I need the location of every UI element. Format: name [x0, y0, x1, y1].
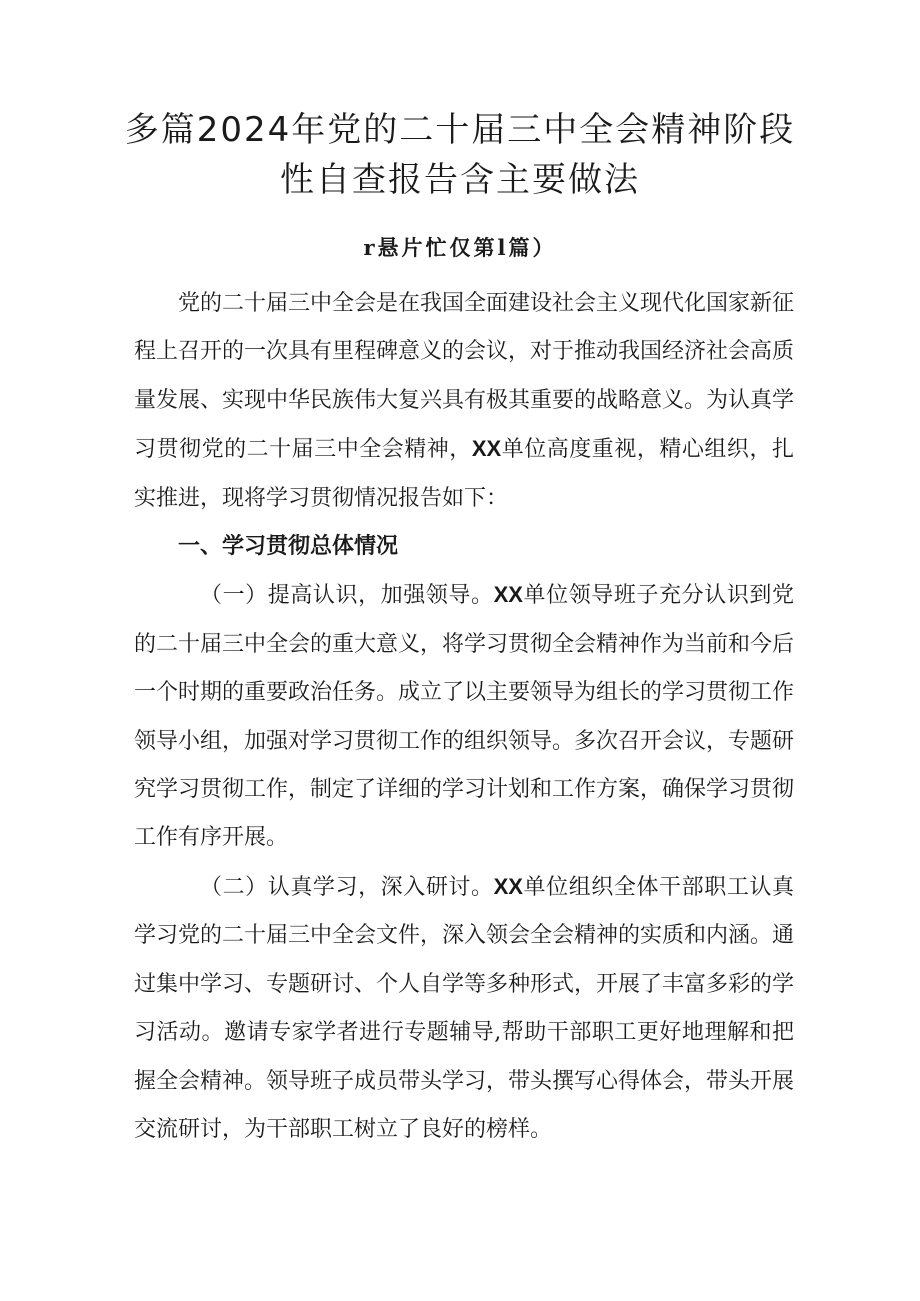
item2-text: 单位组织全体干部职工认真学习党的二十届三中全会文件，深入领会全会精神的实质和内涵。通过集中学习、专题研讨、个人自学等多种形式，开展了丰富多彩的学习活动。邀请专家学者进行专题辅导,帮助干部职工更好地理解和把握全会精神。领导班子成员带头学习，带头撰写心得体会，带头开展交流研讨，为干部职工树立了良好的榜样。 [134, 874, 795, 1142]
document-title-line2: 性自查报告含主要做法 [280, 160, 640, 200]
intro-paragraph [134, 280, 794, 523]
unit-placeholder: XX [493, 873, 523, 899]
item1-lead: （一）提高认识，加强领导。 [200, 583, 494, 609]
item1-text: 单位领导班子充分认识到党的二十届三中全会的重大意义，将学习贯彻全会精神作为当前和今后一个时期的重要政治任务。成立了以主要领导为组长的学习贯彻工作领导小组，加强对学习贯彻工作的组织领导。多次召开会议，专题研究学习贯彻工作，制定了详细的学习计划和工作方案，确保学习贯彻工作有序开展。 [134, 583, 795, 851]
item2-paragraph [134, 863, 794, 1154]
section1-heading: 一、学习贯彻总体情况 [178, 534, 399, 560]
unit-placeholder: XX [471, 436, 502, 462]
intro-text-part2: 单位高度重视，精心组织，扎实推进，现将学习贯彻情况报告如下： [134, 437, 794, 511]
document-body [134, 280, 794, 1154]
document-subtitle: r悬片忙仅第l篇） [363, 235, 557, 260]
item1-paragraph [134, 571, 794, 862]
unit-placeholder: XX [493, 582, 523, 608]
intro-text-part1: 党的二十届三中全会是在我国全面建设社会主义现代化国家新征程上召开的一次具有里程碑意义的会议，对于推动我国经济社会高质量发展、实现中华民族伟大复兴具有极其重要的战略意义。为认真学习贯彻党的二十届三中全会精神， [134, 291, 795, 463]
item2-lead: （二）认真学习，深入研讨。 [200, 874, 494, 900]
document-title-line1: 多篇2024年党的二十届三中全会精神阶段 [124, 110, 796, 150]
